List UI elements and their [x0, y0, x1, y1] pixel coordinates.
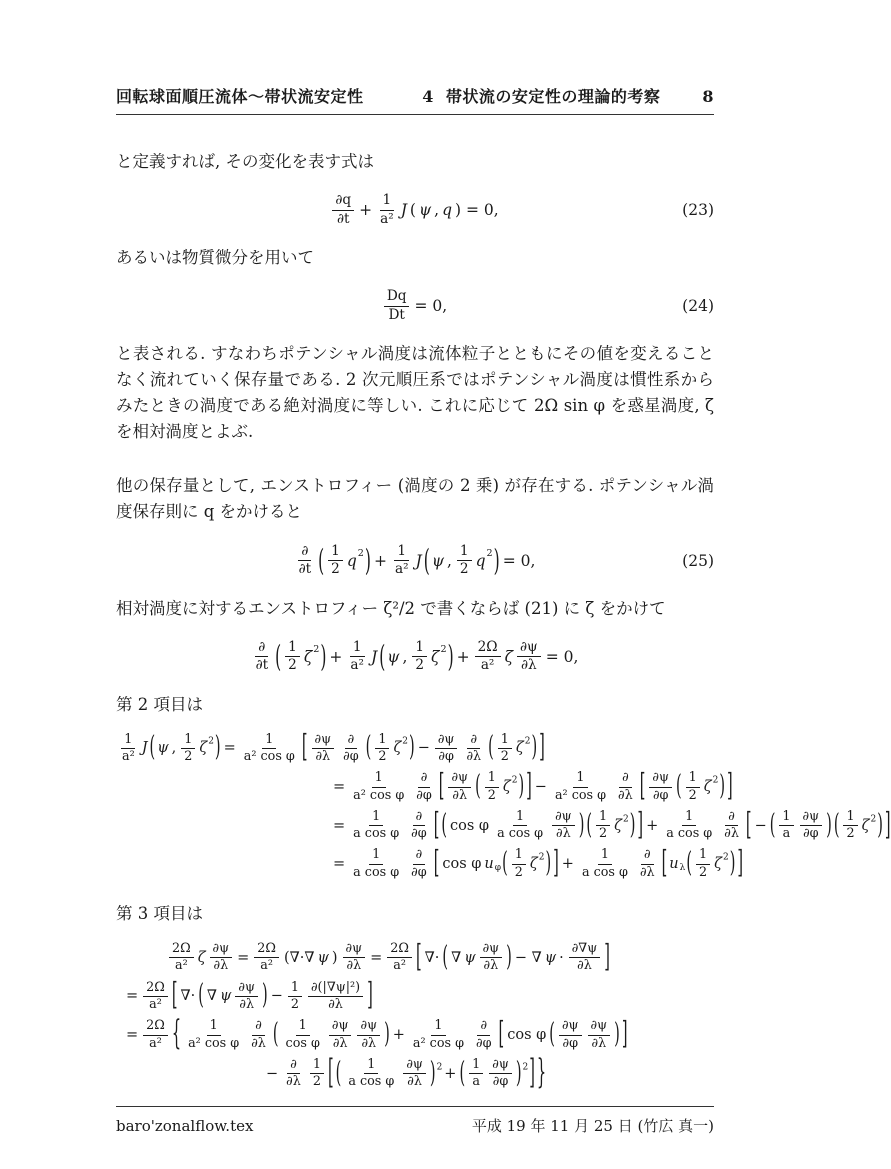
equation-25-body: ∂ ∂t ( 1 2 q 2 ) + $\frac{1}{\text{a²}}$ J ( ψ , 1 2 q 2 ) = 0,	[298, 542, 536, 578]
equation-25	[116, 538, 714, 584]
equation-23-number: (23)	[682, 201, 714, 220]
header-running-title: 回転球面順圧流体〜帯状流安定性	[116, 87, 364, 106]
page-header	[116, 84, 714, 115]
header-section-title: 帯状流の安定性の理論的考察	[445, 87, 661, 106]
paragraph-relative-enstrophy: 相対渦度に対するエンストロフィー ζ²/2 で書くならば (21) に ζ をかけて	[116, 598, 666, 618]
equation-enstrophy	[116, 634, 714, 680]
header-right-group	[422, 84, 714, 107]
header-section-number: 4	[422, 87, 434, 106]
paragraph-enstrophy-intro: 他の保存量として, エンストロフィー (渦度の 2 乗) が存在する. ポテンシャル渦度保存則に q をかけると	[116, 476, 714, 522]
equation-24	[116, 283, 714, 329]
equation-24-body: $\frac{Dq}{Dt}$ = 0,	[381, 289, 449, 323]
derivation-line: 1 a² J ( ψ , 1 2 ζ 2 ) = $\frac{1}{\text{a² cos φ}}$ [ ∂ψ ∂λ ∂ ∂φ ( 1 2 ζ 2 ) − $\frac{\partial\psi}{\partial\varphi}$ ∂ ∂λ ( 1 2 ζ 2 ) ]	[122, 731, 545, 766]
paragraph-definition-lead: と定義すれば, その変化を表す式は	[116, 152, 374, 171]
derivation-line: = $\frac{2\Omega}{\text{a²}}$ { 1 a² cos φ ∂ ∂λ ( 1 cos φ ∂ψ ∂λ ∂ψ ∂λ ) + $\frac{1}{\text{a² cos φ}}$ ∂ ∂φ [ cos φ ( ∂ψ ∂φ ∂ψ ∂λ ) ]	[126, 1016, 628, 1054]
paragraph-second-term-label: 第 2 項目は	[116, 694, 203, 714]
derivation-line: = $\frac{1}{\text{a cos φ}}$ ∂ ∂φ [ cos φ u φ ( 1 2 ζ 2 ) ] + $\frac{1}{\text{a cos φ}}$ ∂ ∂λ [ u λ ( 1 2 ζ 2 ) ]	[333, 847, 744, 882]
page-footer	[116, 1106, 714, 1136]
derivation-line: = $\frac{2\Omega}{\text{a²}}$ [ ∇· ( ∇ ψ ∂ψ ∂λ ) − $\frac{1}{2}$ ∂(|∇ψ|²) ∂λ ]	[126, 979, 373, 1014]
footer-date-author: 平成 19 年 11 月 25 日 (竹広 真一)	[471, 1117, 714, 1136]
footer-filename: baro'zonalflow.tex	[116, 1117, 254, 1136]
equation-25-number: (25)	[682, 551, 714, 570]
derivation-line: = $\frac{1}{\text{a cos φ}}$ ∂ ∂φ [ ( cos φ 1 a cos φ ∂ψ ∂λ ) ( 1 2 ζ 2 ) ] + $\frac{1}{\text{a cos φ}}$ ∂ ∂λ [ − ( 1 a ∂ψ ∂φ ) ( 1 2 ζ 2 ) ]	[333, 808, 891, 843]
paragraph-material-derivative-lead: あるいは物質微分を用いて	[116, 248, 314, 268]
paragraph-potential-vorticity: と表される. すなわちポテンシャル渦度は流体粒子とともにその値を変えることなく流れていく保存量である. 2 次元順圧系ではポテンシャル渦度は慣性系からみたときの渦度である絶対渦度に等しい. これに応じて 2Ω sin φ を惑星渦度, ζ を相対渦度とよぶ.	[116, 344, 714, 442]
paragraph-third-term-label: 第 3 項目は	[116, 904, 203, 923]
equation-23-body: ∂q ∂t + $\frac{1}{\text{a²}}$ J ( ψ , q ) = 0,	[329, 193, 500, 227]
equation-24-number: (24)	[682, 297, 714, 316]
equation-third-term-derivation	[116, 935, 714, 1096]
derivation-line: − ∂ ∂λ 1 2 [ ( 1 a cos φ ∂ψ ∂λ ) 2 + ( 1 a ∂ψ ∂φ ) 2 ] }	[266, 1055, 547, 1093]
equation-second-term-derivation	[116, 726, 891, 887]
equation-enstrophy-body: ∂ ∂t ( 1 2 ζ 2 ) + $\frac{1}{\text{a²}}$ J ( ψ , 1 2 ζ 2 ) + $\frac{2\Omega}{\text{a²}}$ ζ $\frac{\partial\psi}{\partial\lambda}$ = 0,	[255, 638, 579, 674]
derivation-line: 2Ω a² ζ $\frac{\partial\psi}{\partial\lambda}$ = $\frac{2\Omega}{\text{a²}}$ (∇·∇ ψ ) $\frac{\partial\psi}{\partial\lambda}$ = $\frac{2\Omega}{\text{a²}}$ [ ∇· ( ∇ ψ ∂ψ ∂λ ) − ∇ ψ · ∂∇ψ ∂λ ]	[166, 942, 714, 974]
equation-23	[116, 187, 714, 233]
page-number: 8	[702, 87, 714, 106]
derivation-line: = $\frac{1}{\text{a² cos φ}}$ ∂ ∂φ [ ∂ψ ∂λ ( 1 2 ζ 2 ) ] − $\frac{1}{\text{a² cos φ}}$ ∂ ∂λ [ ∂ψ ∂φ ( 1 2 ζ 2 ) ]	[333, 770, 733, 804]
